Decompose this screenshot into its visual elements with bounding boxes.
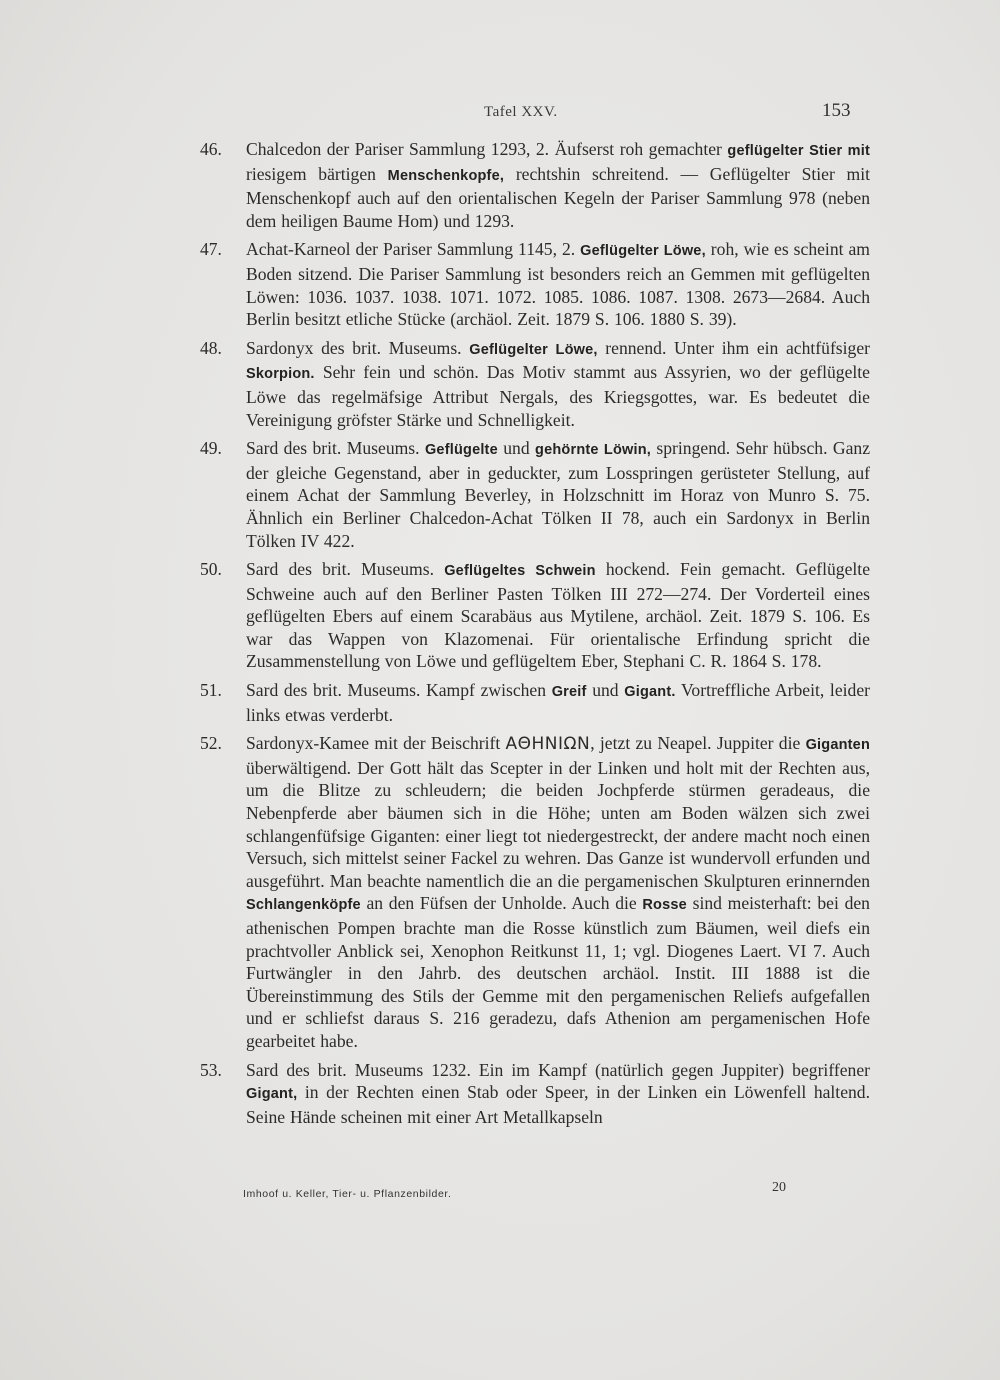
page-number: 153 bbox=[822, 100, 851, 121]
signature-mark: 20 bbox=[772, 1180, 786, 1195]
entry-51 bbox=[200, 679, 870, 726]
entry-text bbox=[246, 138, 870, 232]
text-run: Sardonyx-Kamee mit der Beischrift bbox=[246, 733, 506, 754]
entry-number: 47. bbox=[200, 239, 222, 260]
text-run: Sard des brit. Museums. bbox=[246, 438, 425, 459]
plate-title: Tafel XXV. bbox=[484, 104, 558, 120]
entry-48 bbox=[200, 337, 870, 431]
entry-number: 50. bbox=[200, 559, 222, 580]
page-footer bbox=[0, 1180, 1000, 1210]
text-run: springend. Sehr hübsch. Ganz der gleiche Gegenstand, aber in geduckter, zum Losspringen gerüsteter Stellung, auf einem Achat der Sammlung Beverley, in Holzschnitt im Horaz von Munro S. 75. Ähnlich ein Berliner Chalcedon-Achat Tölken II 78, auch ein Sardonyx in Berlin Tölken IV 422. bbox=[246, 438, 871, 551]
entry-number: 46. bbox=[200, 139, 222, 159]
bold-term: Geflügelte bbox=[424, 442, 498, 459]
entry-text bbox=[246, 558, 870, 673]
text-run: Chalcedon der Pariser Sammlung 1293, 2. Äufserst roh gemachter bbox=[246, 139, 728, 159]
bold-term: Gigant. bbox=[624, 684, 676, 701]
text-run: rechtshin schreitend. — Geflügelter Stier mit Menschenkopf auch auf den orientalischen Kegeln der Pariser Sammlung 978 (neben dem heiligen Baume Hom) und 1293. bbox=[246, 163, 870, 231]
text-run: rennend. Unter ihm ein achtfüfsiger bbox=[597, 337, 871, 358]
page-header bbox=[0, 100, 1000, 128]
entry-47 bbox=[200, 238, 870, 330]
text-run: Sard des brit. Museums. bbox=[246, 559, 445, 580]
text-run: Sard des brit. Museums. Kampf zwischen bbox=[246, 680, 552, 701]
bold-term: Giganten bbox=[805, 737, 870, 754]
bold-term: geflügelter Stier mit bbox=[727, 143, 870, 159]
text-run: und bbox=[586, 680, 625, 701]
entry-53 bbox=[200, 1059, 870, 1129]
bold-term: Menschenkopfe, bbox=[387, 167, 505, 184]
entry-text bbox=[246, 337, 870, 431]
entry-49 bbox=[200, 437, 870, 552]
entry-number: 48. bbox=[200, 337, 222, 358]
bold-term: Skorpion. bbox=[246, 366, 315, 383]
bold-term: Greif bbox=[551, 684, 587, 701]
entry-text bbox=[246, 238, 870, 330]
entry-text bbox=[246, 437, 870, 552]
bold-term: Geflügeltes Schwein bbox=[444, 563, 596, 580]
bold-term: Geflügelter Löwe, bbox=[580, 243, 706, 260]
bold-term: Schlangenköpfe bbox=[246, 897, 361, 914]
bold-term: Rosse bbox=[642, 897, 687, 914]
text-run: Sardonyx des brit. Museums. bbox=[246, 337, 470, 358]
text-run: in der Rechten einen Stab oder Speer, in der Linken ein Löwenfell haltend. Seine Hände scheinen mit einer Art Metallkapseln bbox=[246, 1082, 870, 1127]
bold-term: gehörnte Löwin, bbox=[535, 442, 652, 459]
text-run: , jetzt zu Neapel. Juppiter die bbox=[590, 733, 806, 754]
text-run: Sehr fein und schön. Das Motiv stammt aus Assyrien, wo der geflügelte Löwe das regelmäfsige Attribut Nergals, des Kriegsgottes, war. Es bedeutet die Vereinigung gröfster Stärke und Schnelligkeit. bbox=[246, 362, 870, 430]
entry-text bbox=[246, 1059, 870, 1129]
text-run: roh, wie es scheint am Boden sitzend. Die Pariser Sammlung ist besonders reich an Gemmen mit geflügelten Löwen: 1036. 1037. 1038. 1071. 1072. 1085. 1086. 1087. 1308. 2673—2684. Auch Berlin besitzt etliche Stücke (archäol. Zeit. 1879 S. 106. 1880 S. 39). bbox=[246, 239, 870, 330]
entry-number: 51. bbox=[200, 680, 222, 701]
entry-46 bbox=[200, 138, 870, 232]
entry-50 bbox=[200, 558, 870, 673]
text-run: riesigem bärtigen bbox=[246, 163, 388, 184]
entry-number: 49. bbox=[200, 438, 222, 459]
entry-text bbox=[246, 732, 870, 1052]
greek-inscription: ΑΘΗΝΙΩΝ bbox=[505, 734, 591, 755]
text-run: überwältigend. Der Gott hält das Scepter in der Linken und holt mit der Rechten aus, um die Blitze zu schleudern; die beiden Jochpferde stürmen geradeaus, die Nebenpferde aber bäumen sich in die Höhe; unten am Boden wälzen sich zwei schlangenfüfsige Giganten: einer liegt tot niedergestreckt, der andere macht noch einen Versuch, sich mittelst seiner Fackel zu wehren. Das Ganze ist wundervoll erfunden und ausgeführt. Man beachte namentlich die an die pergamenischen Skulpturen erinnernden bbox=[246, 757, 870, 891]
entry-number: 52. bbox=[200, 733, 222, 754]
text-run: Achat-Karneol der Pariser Sammlung 1145, 2. bbox=[246, 239, 581, 260]
entry-text bbox=[246, 679, 870, 726]
entry-list bbox=[200, 138, 870, 1134]
footer-authors: Imhoof u. Keller, Tier- u. Pflanzenbilder. bbox=[243, 1188, 452, 1200]
text-run: an den Füfsen der Unholde. Auch die bbox=[360, 893, 643, 914]
bold-term: Geflügelter Löwe, bbox=[469, 341, 598, 358]
entry-52 bbox=[200, 732, 870, 1052]
text-run: Sard des brit. Museums 1232. Ein im Kampf (natürlich gegen Juppiter) begriffener bbox=[246, 1059, 870, 1080]
entry-number: 53. bbox=[200, 1059, 222, 1080]
text-run: sind meisterhaft: bei den athenischen Pompen brachte man die Rosse künstlich zum Bäumen, weil diefs ein prachtvoller Anblick sei, Xenophon Reitkunst 11, 1; vgl. Diogenes Laert. VI 7. Auch Furtwängler in den Jahrb. des deutschen archäol. Instit. III 1888 ist die Übereinstimmung des Stils der Gemme mit den pergamenischen Reliefs aufgefallen und er schliefst daraus S. 216 geradezu, dafs Athenion am pergamenischen Hofe gearbeitet habe. bbox=[246, 893, 870, 1051]
bold-term: Gigant, bbox=[246, 1086, 298, 1103]
text-run: hockend. Fein gemacht. Geflügelte Schweine auch auf den Berliner Pasten Tölken III 272—274. Der Vorderteil eines geflügelten Ebers auf einem Scarabäus aus Mytilene, archäol. Zeit. 1879 S. 106. Es war das Wappen von Klazomenai. Für orientalische Erfindung spricht die Zusammenstellung von Löwe und geflügeltem Eber, Stephani C. R. 1864 S. 178. bbox=[246, 559, 870, 672]
text-run: und bbox=[497, 438, 536, 459]
text-run: Vortreffliche Arbeit, leider links etwas verderbt. bbox=[246, 680, 870, 725]
